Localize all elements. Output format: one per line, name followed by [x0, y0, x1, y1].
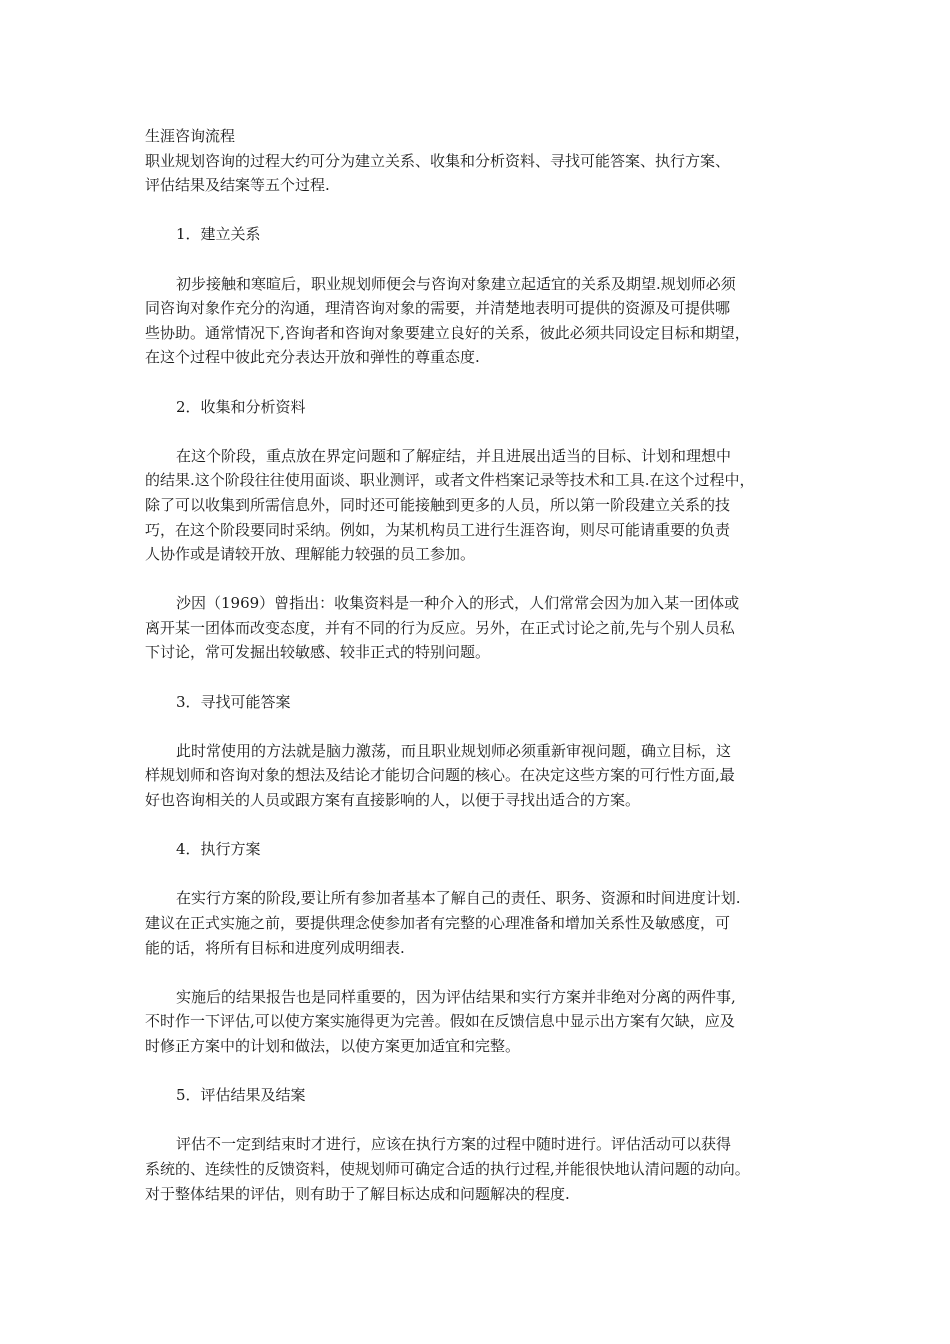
section-heading: 2．收集和分析资料 [176, 397, 306, 416]
section-heading: 3．寻找可能答案 [176, 692, 291, 711]
paragraph-line: 下讨论，常可发掘出较敏感、较非正式的特别问题。 [145, 643, 491, 662]
paragraph-line: 能的话，将所有目标和进度列成明细表. [145, 938, 405, 957]
document-page [145, 124, 817, 1206]
intro-line: 评估结果及结案等五个过程. [145, 176, 330, 195]
paragraph-line: 实施后的结果报告也是同样重要的，因为评估结果和实行方案并非绝对分离的两件事, [176, 987, 736, 1006]
paragraph-line: 系统的、连续性的反馈资料，使规划师可确定合适的执行过程,并能很快地认清问题的动向。 [145, 1159, 750, 1178]
paragraph-line: 人协作或是请较开放、理解能力较强的员工参加。 [145, 545, 476, 564]
document-title: 生涯咨询流程 [145, 127, 236, 145]
paragraph-line: 评估不一定到结束时才进行，应该在执行方案的过程中随时进行。评估活动可以获得 [176, 1135, 732, 1154]
paragraph-line: 在这个过程中彼此充分表达开放和弹性的尊重态度. [145, 348, 480, 367]
paragraph-line: 在实行方案的阶段,要让所有参加者基本了解自己的责任、职务、资源和时间进度计划. [176, 889, 741, 908]
section-heading: 5．评估结果及结案 [176, 1086, 306, 1105]
intro-line: 职业规划咨询的过程大约可分为建立关系、收集和分析资料、寻找可能答案、执行方案、 [145, 151, 731, 170]
paragraph-line: 些协助。通常情况下,咨询者和咨询对象要建立良好的关系，彼此必须共同设定目标和期望， [145, 323, 750, 342]
paragraph-line: 除了可以收集到所需信息外，同时还可能接触到更多的人员，所以第一阶段建立关系的技 [145, 495, 731, 514]
paragraph-line: 同咨询对象作充分的沟通，理清咨询对象的需要，并清楚地表明可提供的资源及可提供哪 [145, 299, 731, 318]
paragraph-line: 离开某一团体而改变态度，并有不同的行为反应。另外，在正式讨论之前,先与个别人员私 [145, 618, 735, 637]
paragraph-line: 不时作一下评估,可以使方案实施得更为完善。假如在反馈信息中显示出方案有欠缺，应及 [145, 1012, 735, 1031]
paragraph-line: 的结果.这个阶段往往使用面谈、职业测评，或者文件档案记录等技术和工具.在这个过程中， [145, 471, 755, 490]
paragraph-line: 此时常使用的方法就是脑力激荡，而且职业规划师必须重新审视问题，确立目标，这 [176, 741, 732, 760]
paragraph-line: 建议在正式实施之前，要提供理念使参加者有完整的心理准备和增加关系性及敏感度，可 [145, 914, 731, 932]
section-heading: 4．执行方案 [176, 840, 261, 859]
paragraph-line: 初步接触和寒暄后，职业规划师便会与咨询对象建立起适宜的关系及期望.规划师必须 [176, 274, 736, 293]
paragraph-line: 时修正方案中的计划和做法，以使方案更加适宜和完整。 [145, 1036, 521, 1055]
paragraph-line: 沙因（1969）曾指出：收集资料是一种介入的形式，人们常常会因为加入某一团体或 [176, 594, 740, 613]
paragraph-line: 对于整体结果的评估，则有助于了解目标达成和问题解决的程度. [145, 1184, 570, 1203]
paragraph-line: 在这个阶段，重点放在界定问题和了解症结，并且进展出适当的目标、计划和理想中 [176, 446, 732, 465]
section-heading: 1．建立关系 [176, 225, 261, 244]
paragraph-line: 样规划师和咨询对象的想法及结论才能切合问题的核心。在决定这些方案的可行性方面,最 [145, 766, 735, 785]
paragraph-line: 巧，在这个阶段要同时采纳。例如，为某机构员工进行生涯咨询，则尽可能请重要的负责 [145, 520, 731, 539]
paragraph-line: 好也咨询相关的人员或跟方案有直接影响的人，以便于寻找出适合的方案。 [145, 791, 641, 810]
